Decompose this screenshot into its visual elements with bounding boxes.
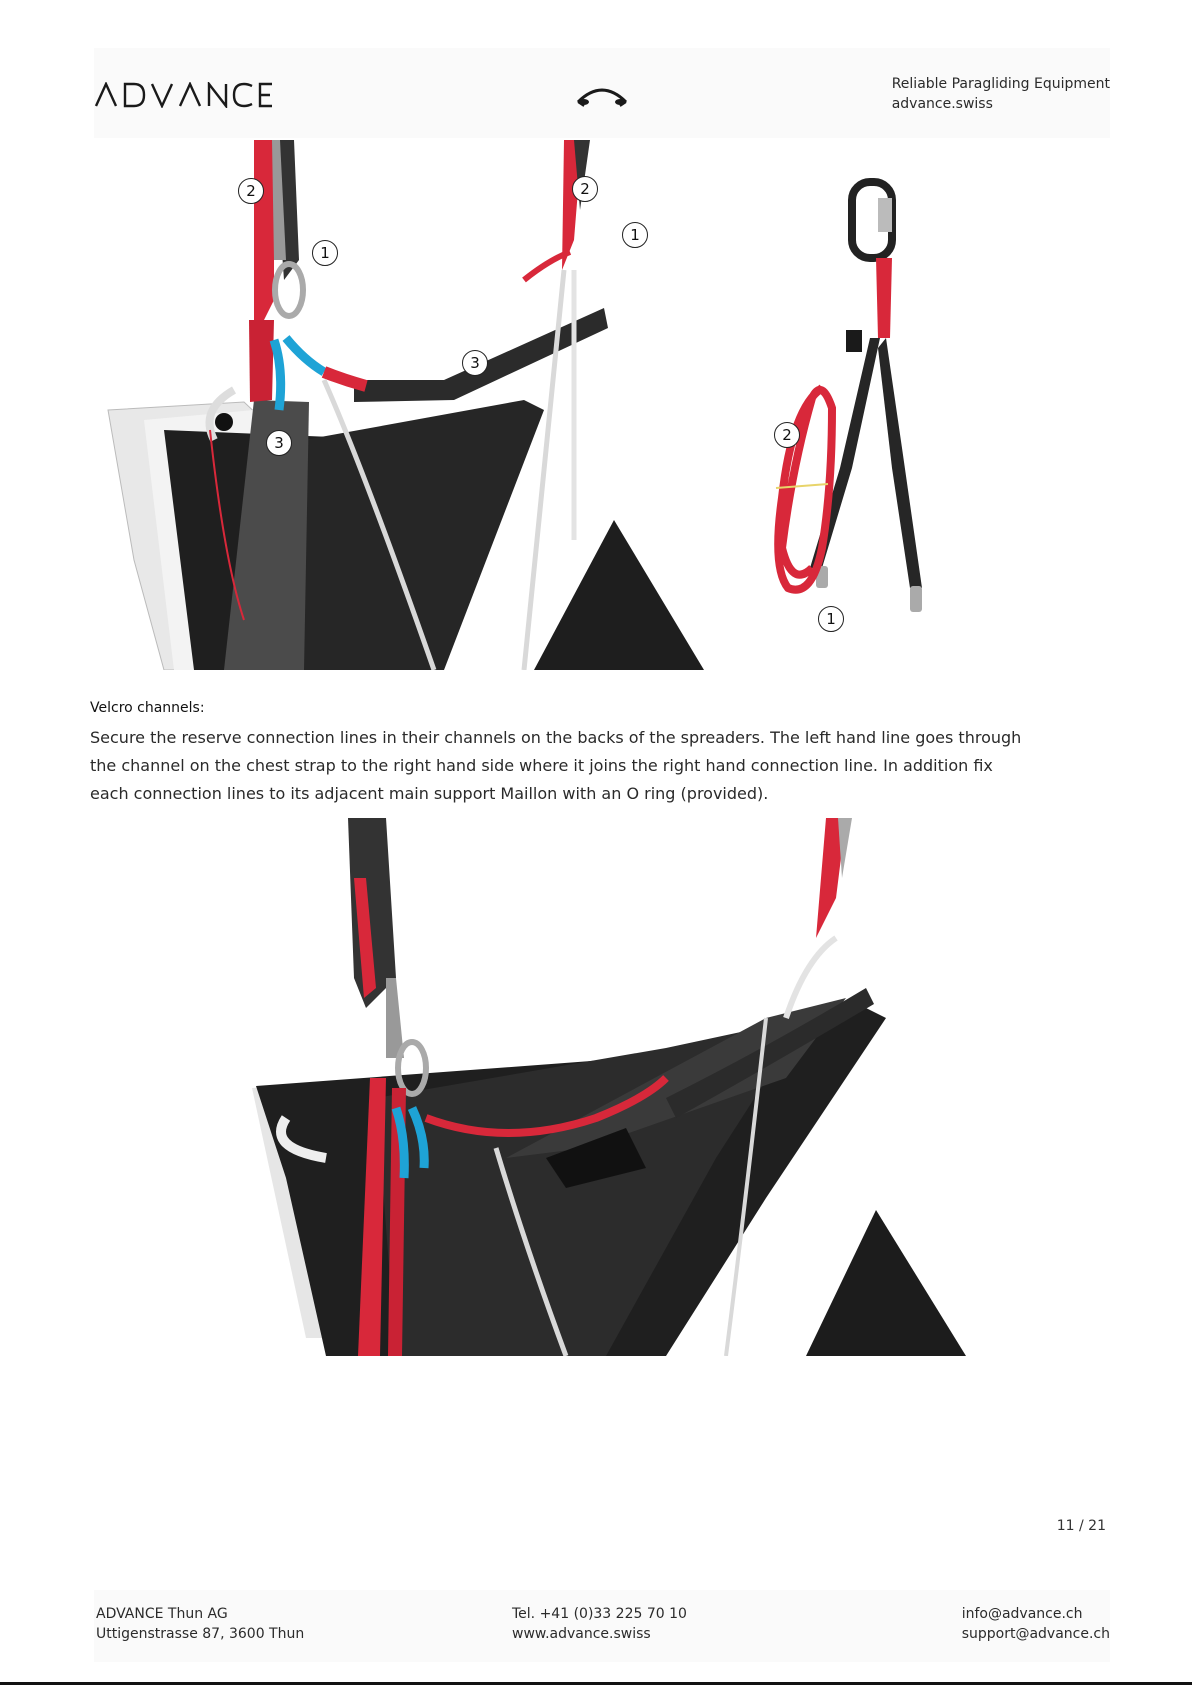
header-tagline: Reliable Paragliding Equipment	[891, 76, 1110, 92]
body-paragraph	[90, 724, 1030, 808]
footer-email-support[interactable]: support@advance.ch	[961, 1626, 1110, 1642]
footer-phone[interactable]: Tel. +41 (0)33 225 70 10	[512, 1606, 687, 1622]
footer-email-block	[962, 1604, 1110, 1644]
body-line: each connection lines to its adjacent main support Maillon with an O ring (provided).	[90, 784, 769, 803]
header-contact	[892, 74, 1110, 114]
callout-2: 2	[774, 422, 800, 448]
paraglider-icon	[574, 84, 630, 112]
callout-3: 3	[462, 350, 488, 376]
callout-1: 1	[818, 606, 844, 632]
body-line: Secure the reserve connection lines in their channels on the backs of the spreaders. The left hand line goes through	[90, 728, 1022, 747]
footer-address: Uttigenstrasse 87, 3600 Thun	[96, 1626, 305, 1642]
footer-address-block	[96, 1604, 304, 1644]
advance-logo	[94, 82, 274, 108]
callout-2: 2	[238, 178, 264, 204]
header-website[interactable]: advance.swiss	[891, 96, 993, 112]
bridle-detail-photo	[752, 168, 1002, 658]
callout-1: 1	[622, 222, 648, 248]
callout-2: 2	[572, 176, 598, 202]
footer-email-info[interactable]: info@advance.ch	[961, 1606, 1083, 1622]
callout-3: 3	[266, 430, 292, 456]
body-line: the channel on the chest strap to the right hand side where it joins the right hand connection line. In addition fix	[90, 756, 993, 775]
section-title: Velcro channels:	[90, 700, 205, 716]
page-header	[94, 48, 1110, 138]
footer-company: ADVANCE Thun AG	[96, 1606, 228, 1622]
footer-web[interactable]: www.advance.swiss	[512, 1626, 651, 1642]
page-number: 11 / 21	[1056, 1518, 1106, 1534]
page-footer	[94, 1590, 1110, 1662]
callout-1: 1	[312, 240, 338, 266]
velcro-channels-photo	[246, 818, 966, 1356]
footer-contact-block	[512, 1604, 687, 1644]
harness-connection-photo	[104, 140, 736, 670]
